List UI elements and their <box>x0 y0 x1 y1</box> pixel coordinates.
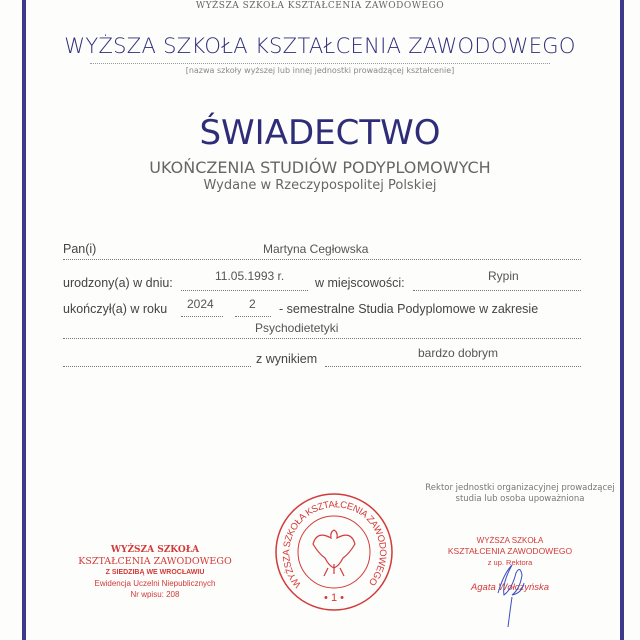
document-subtitle: UKOŃCZENIA STUDIÓW PODYPLOMOWYCH <box>149 158 491 177</box>
seal-ring-text: WYŻSZA SZKOŁA KSZTAŁCENIA ZAWODOWEGO <box>281 499 389 590</box>
field-value: Psychodietetyki <box>255 321 339 335</box>
completion-row <box>63 297 581 319</box>
studies-label: - semestralne Studia Podyplomowe w zakresie <box>279 302 539 316</box>
rector-caption <box>410 483 630 505</box>
name-value: Martyna Cegłowska <box>263 242 369 256</box>
result-value: bardzo dobrym <box>418 346 499 360</box>
stamp-line-4: Ewidencja Uczelni Niepublicznych <box>94 579 216 588</box>
left-border <box>22 0 26 640</box>
school-stamp <box>75 545 235 600</box>
place-value: Rypin <box>488 269 519 283</box>
svg-text:WYŻSZA SZKOŁA KSZTAŁCENIA ZAWO <box>281 499 388 589</box>
top-header: WYŻSZA SZKOŁA KSZTAŁCENIA ZAWODOWEGO <box>195 1 445 11</box>
born-label: urodzony(a) w dniu: <box>63 276 173 290</box>
seal-number: • 1 • <box>324 592 344 604</box>
name-row <box>63 242 581 260</box>
stamp-line-5: Nr wpisu: 208 <box>130 590 180 599</box>
sig-line-3: z up. Rektora <box>487 558 533 567</box>
birth-row <box>63 269 581 293</box>
stamp-line-3: Z SIEDZIBĄ WE WROCŁAWIU <box>105 569 205 576</box>
result-label: z wynikiem <box>256 352 318 366</box>
stamp-line-2: KSZTAŁCENIA ZAWODOWEGO <box>78 556 232 567</box>
field-row <box>63 321 581 339</box>
born-value: 11.05.1993 r. <box>215 269 285 283</box>
handwritten-signature <box>490 555 530 630</box>
rector-caption-1: Rektor jednostki organizacyjnej prowadzącej <box>425 483 615 493</box>
eagle-emblem-icon <box>313 530 355 576</box>
completed-label: ukończył(a) w roku <box>63 302 168 316</box>
school-name-line <box>90 63 550 64</box>
stamp-line-1: WYŻSZA SZKOŁA <box>110 545 200 555</box>
document-title: ŚWIADECTWO <box>199 113 441 153</box>
school-hint: [nazwa szkoły wyższej lub innej jednostki prowadzącej kształcenie] <box>185 66 455 75</box>
issued-text: Wydane w Rzeczypospolitej Polskiej <box>203 178 437 193</box>
sig-line-2: KSZTAŁCENIA ZAWODOWEGO <box>447 546 573 556</box>
result-row <box>63 346 581 369</box>
place-label: w miejscowości: <box>315 276 405 290</box>
right-border <box>620 0 624 640</box>
result-left-dots <box>63 352 251 367</box>
signatory-name: Agata Wołczyńska <box>470 582 550 593</box>
official-seal <box>272 490 396 614</box>
rector-caption-2: studia lub osoba upoważniona <box>455 494 585 504</box>
year-value: 2024 <box>187 297 214 311</box>
school-name: WYŻSZA SZKOŁA KSZTAŁCENIA ZAWODOWEGO <box>64 34 576 58</box>
semesters-value: 2 <box>249 297 256 311</box>
sig-line-1: WYŻSZA SZKOŁA <box>476 536 544 545</box>
name-label: Pan(i) <box>63 242 97 256</box>
